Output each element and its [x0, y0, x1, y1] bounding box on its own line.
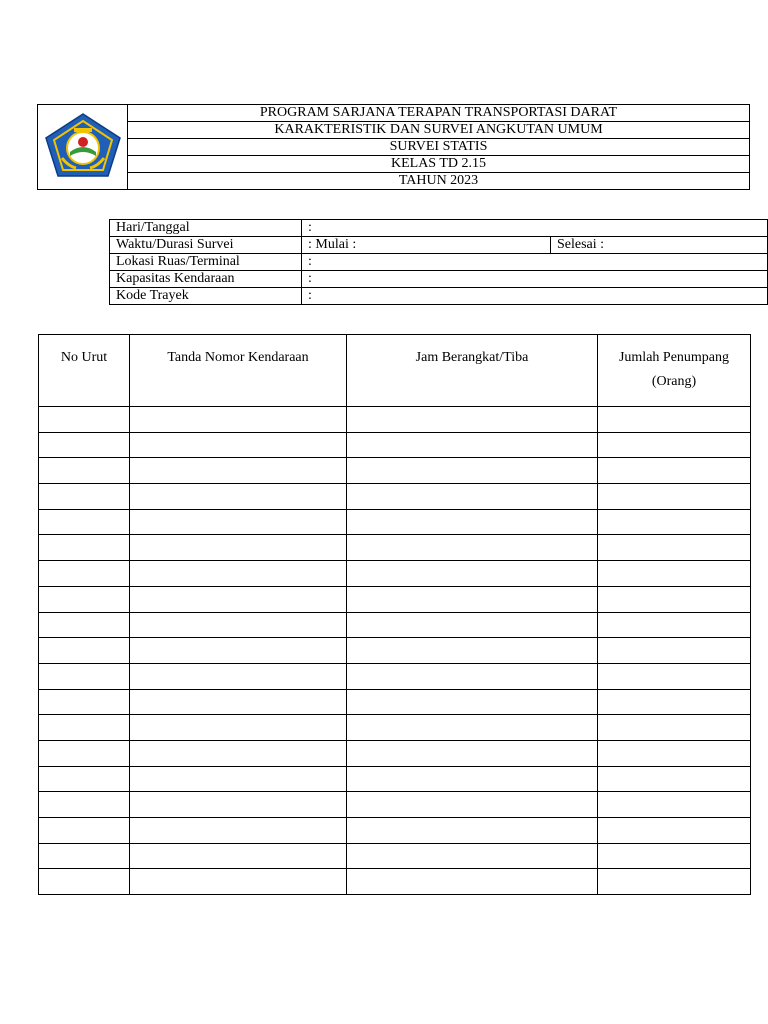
table-cell[interactable] — [598, 792, 751, 818]
table-row — [39, 689, 751, 715]
info-value-mulai[interactable]: : Mulai : — [302, 237, 551, 254]
table-cell[interactable] — [130, 535, 347, 561]
info-label: Kapasitas Kendaraan — [110, 271, 302, 288]
logo-cell — [38, 105, 128, 190]
table-cell[interactable] — [130, 766, 347, 792]
table-cell[interactable] — [130, 740, 347, 766]
table-cell[interactable] — [39, 509, 130, 535]
table-cell[interactable] — [598, 740, 751, 766]
table-cell[interactable] — [130, 561, 347, 587]
table-row — [39, 663, 751, 689]
header-line: KARAKTERISTIK DAN SURVEI ANGKUTAN UMUM — [128, 122, 750, 139]
table-row — [39, 638, 751, 664]
table-cell[interactable] — [347, 586, 598, 612]
table-cell[interactable] — [347, 740, 598, 766]
table-row — [39, 586, 751, 612]
table-cell[interactable] — [39, 740, 130, 766]
table-cell[interactable] — [598, 586, 751, 612]
column-header: Jumlah Penumpang (Orang) — [598, 335, 751, 407]
table-cell[interactable] — [347, 663, 598, 689]
table-cell[interactable] — [39, 843, 130, 869]
table-cell[interactable] — [39, 869, 130, 895]
table-cell[interactable] — [39, 663, 130, 689]
table-row — [39, 407, 751, 433]
table-cell[interactable] — [598, 612, 751, 638]
info-label: Waktu/Durasi Survei — [110, 237, 302, 254]
column-header: Tanda Nomor Kendaraan — [130, 335, 347, 407]
table-cell[interactable] — [130, 843, 347, 869]
table-cell[interactable] — [598, 715, 751, 741]
table-cell[interactable] — [39, 535, 130, 561]
table-cell[interactable] — [39, 638, 130, 664]
table-cell[interactable] — [347, 843, 598, 869]
table-cell[interactable] — [598, 638, 751, 664]
table-cell[interactable] — [347, 612, 598, 638]
table-cell[interactable] — [347, 432, 598, 458]
table-cell[interactable] — [130, 638, 347, 664]
column-header: No Urut — [39, 335, 130, 407]
table-row — [39, 535, 751, 561]
info-value[interactable]: : — [302, 220, 768, 237]
table-cell[interactable] — [130, 715, 347, 741]
header-table — [37, 104, 750, 190]
table-cell[interactable] — [39, 586, 130, 612]
table-cell[interactable] — [347, 561, 598, 587]
table-cell[interactable] — [130, 663, 347, 689]
table-cell[interactable] — [130, 869, 347, 895]
info-row — [110, 237, 768, 254]
table-cell[interactable] — [39, 612, 130, 638]
table-cell[interactable] — [598, 509, 751, 535]
table-cell[interactable] — [39, 432, 130, 458]
table-cell[interactable] — [347, 407, 598, 433]
info-table — [109, 219, 768, 305]
info-value[interactable]: : — [302, 254, 768, 271]
table-cell[interactable] — [347, 638, 598, 664]
table-cell[interactable] — [598, 432, 751, 458]
info-value[interactable]: : — [302, 271, 768, 288]
pentagon-emblem-icon — [44, 112, 122, 178]
table-cell[interactable] — [347, 535, 598, 561]
header-line: TAHUN 2023 — [128, 173, 750, 190]
table-cell[interactable] — [598, 766, 751, 792]
table-cell[interactable] — [347, 509, 598, 535]
table-row — [39, 561, 751, 587]
table-cell[interactable] — [130, 818, 347, 844]
table-cell[interactable] — [130, 484, 347, 510]
table-cell[interactable] — [39, 484, 130, 510]
table-cell[interactable] — [598, 818, 751, 844]
info-label: Lokasi Ruas/Terminal — [110, 254, 302, 271]
table-row — [39, 484, 751, 510]
table-cell[interactable] — [130, 586, 347, 612]
table-cell[interactable] — [39, 818, 130, 844]
table-cell[interactable] — [598, 484, 751, 510]
table-cell[interactable] — [130, 792, 347, 818]
table-cell[interactable] — [39, 561, 130, 587]
table-cell[interactable] — [39, 458, 130, 484]
info-label: Hari/Tanggal — [110, 220, 302, 237]
table-cell[interactable] — [39, 407, 130, 433]
table-row — [39, 740, 751, 766]
info-label: Kode Trayek — [110, 288, 302, 305]
table-cell[interactable] — [130, 509, 347, 535]
table-cell[interactable] — [130, 689, 347, 715]
table-cell[interactable] — [598, 458, 751, 484]
table-cell[interactable] — [347, 792, 598, 818]
table-cell[interactable] — [598, 843, 751, 869]
table-row — [39, 792, 751, 818]
info-row — [110, 254, 768, 271]
table-cell[interactable] — [598, 407, 751, 433]
table-cell[interactable] — [598, 663, 751, 689]
table-row — [39, 843, 751, 869]
table-cell[interactable] — [598, 689, 751, 715]
info-row — [110, 271, 768, 288]
table-cell[interactable] — [598, 535, 751, 561]
table-cell[interactable] — [39, 689, 130, 715]
table-cell[interactable] — [130, 612, 347, 638]
table-cell[interactable] — [130, 458, 347, 484]
info-value-selesai[interactable]: Selesai : — [551, 237, 768, 254]
table-row — [39, 715, 751, 741]
table-cell[interactable] — [130, 407, 347, 433]
table-row — [39, 766, 751, 792]
table-cell[interactable] — [347, 818, 598, 844]
table-cell[interactable] — [347, 689, 598, 715]
table-cell[interactable] — [130, 432, 347, 458]
table-cell[interactable] — [347, 766, 598, 792]
table-row — [39, 432, 751, 458]
table-cell[interactable] — [39, 792, 130, 818]
table-row — [39, 458, 751, 484]
column-header: Jam Berangkat/Tiba — [347, 335, 598, 407]
table-cell[interactable] — [347, 484, 598, 510]
table-row — [39, 612, 751, 638]
info-row — [110, 288, 768, 305]
info-value[interactable]: : — [302, 288, 768, 305]
table-cell[interactable] — [39, 715, 130, 741]
table-row — [39, 818, 751, 844]
table-cell[interactable] — [347, 458, 598, 484]
info-row — [110, 220, 768, 237]
header-line: PROGRAM SARJANA TERAPAN TRANSPORTASI DARAT — [128, 105, 750, 122]
header-line: SURVEI STATIS — [128, 139, 750, 156]
table-row — [39, 509, 751, 535]
header-line: KELAS TD 2.15 — [128, 156, 750, 173]
table-cell[interactable] — [39, 766, 130, 792]
table-cell[interactable] — [347, 869, 598, 895]
table-cell[interactable] — [598, 561, 751, 587]
survey-data-table — [38, 334, 751, 895]
table-row — [39, 869, 751, 895]
table-cell[interactable] — [598, 869, 751, 895]
table-cell[interactable] — [347, 715, 598, 741]
table-header-row — [39, 335, 751, 407]
